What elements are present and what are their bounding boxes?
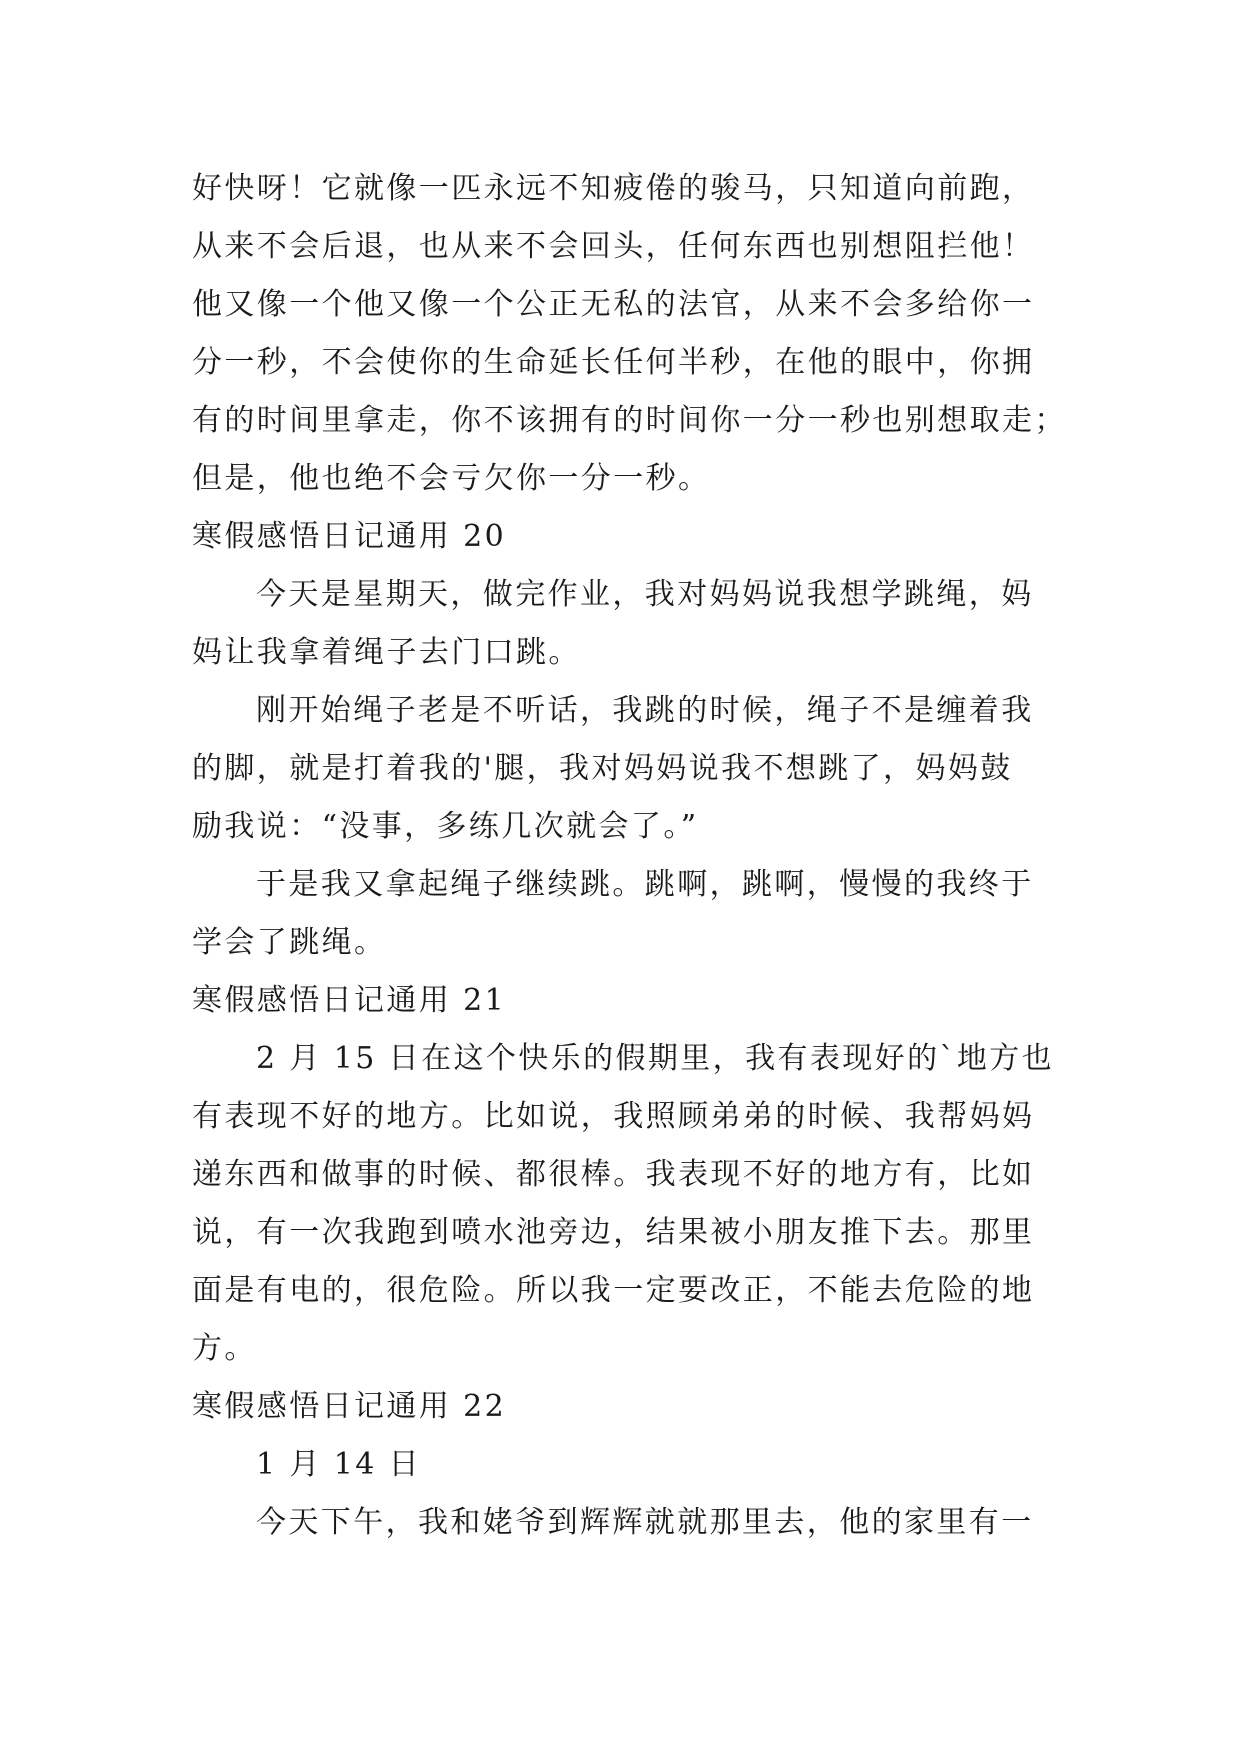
document-page [192, 160, 1072, 1552]
text-line: 面是有电的，很危险。所以我一定要改正，不能去危险的地 [192, 1273, 1035, 1308]
text-line: 有表现不好的地方。比如说，我照顾弟弟的时候、我帮妈妈 [192, 1099, 1035, 1134]
text-line: 从来不会后退，也从来不会回头，任何东西也别想阻拦他！ [192, 229, 1035, 264]
text-line: 的脚，就是打着我的'腿，我对妈妈说我不想跳了，妈妈鼓 [192, 751, 1013, 786]
text-line: 但是，他也绝不会亏欠你一分一秒。 [192, 461, 711, 496]
paragraph [192, 682, 1072, 856]
paragraph [192, 1494, 1072, 1552]
text-line: 有的时间里拿走，你不该拥有的时间你一分一秒也别想取走； [192, 403, 1067, 438]
date-line: 1 月 14 日 [256, 1447, 422, 1482]
section-heading: 寒假感悟日记通用 22 [192, 1389, 507, 1424]
text-line: 递东西和做事的时候、都很棒。我表现不好的地方有，比如 [192, 1157, 1035, 1192]
section-heading: 寒假感悟日记通用 20 [192, 519, 507, 554]
text-line: 2 月 15 日在这个快乐的假期里，我有表现好的`地方也 [256, 1041, 1055, 1076]
text-line: 今天下午，我和姥爷到辉辉就就那里去，他的家里有一 [256, 1505, 1034, 1540]
text-line: 说，有一次我跑到喷水池旁边，结果被小朋友推下去。那里 [192, 1215, 1035, 1250]
text-line: 学会了跳绳。 [192, 925, 387, 960]
text-line: 今天是星期天，做完作业，我对妈妈说我想学跳绳，妈 [256, 577, 1034, 612]
paragraph [192, 160, 1072, 508]
text-line: 好快呀！它就像一匹永远不知疲倦的骏马，只知道向前跑， [192, 171, 1035, 206]
text-line: 分一秒，不会使你的生命延长任何半秒，在他的眼中，你拥 [192, 345, 1035, 380]
text-line: 他又像一个他又像一个公正无私的法官，从来不会多给你一 [192, 287, 1035, 322]
text-line: 刚开始绳子老是不听话，我跳的时候，绳子不是缠着我 [256, 693, 1034, 728]
text-line: 励我说：“没事，多练几次就会了。” [192, 809, 699, 844]
paragraph [192, 856, 1072, 972]
text-line: 于是我又拿起绳子继续跳。跳啊，跳啊，慢慢的我终于 [256, 867, 1034, 902]
paragraph [192, 566, 1072, 682]
text-line: 方。 [192, 1331, 257, 1366]
paragraph [192, 1030, 1072, 1378]
text-line: 妈让我拿着绳子去门口跳。 [192, 635, 581, 670]
section-heading: 寒假感悟日记通用 21 [192, 983, 507, 1018]
paragraph [192, 1436, 1072, 1494]
